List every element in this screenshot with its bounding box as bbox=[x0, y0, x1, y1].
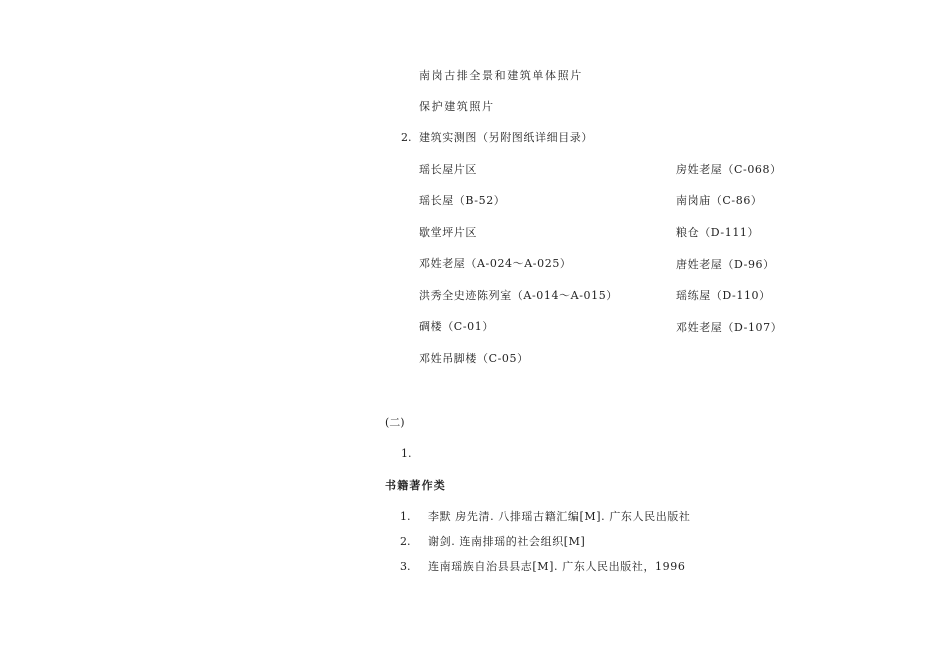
list-item: 唐姓老屋（D-96） bbox=[676, 258, 775, 271]
list-item: 邓姓吊脚楼（C-05） bbox=[419, 352, 529, 365]
section-title: (二) bbox=[385, 416, 405, 429]
list-item: 瑶长屋片区 bbox=[419, 163, 477, 176]
list-item: 房姓老屋（C-068） bbox=[676, 163, 782, 176]
list-item: 瑶练屋（D-110） bbox=[676, 289, 771, 302]
list-item: 瑶长屋（B-52） bbox=[419, 194, 506, 207]
list-item: 邓姓老屋（A-024～A-025） bbox=[419, 257, 572, 270]
book-entry: 李默 房先清. 八排瑶古籍汇编[M]. 广东人民出版社 bbox=[428, 510, 691, 523]
list-item: 粮仓（D-111） bbox=[676, 226, 760, 239]
photo-list-item-protected: 保护建筑照片 bbox=[419, 100, 495, 113]
drawings-heading: 建筑实测图（另附图纸详细目录） bbox=[419, 131, 593, 144]
list-item: 碉楼（C-01） bbox=[419, 320, 494, 333]
list-item: 洪秀全史迹陈列室（A-014～A-015） bbox=[419, 289, 618, 302]
list-item: 邓姓老屋（D-107） bbox=[676, 321, 783, 334]
photo-list-item-panorama: 南岗古排全景和建筑单体照片 bbox=[419, 69, 583, 82]
list-item: 歇堂坪片区 bbox=[419, 226, 477, 239]
book-entry: 谢剑. 连南排瑶的社会组织[M] bbox=[428, 535, 586, 548]
book-number: 2. bbox=[400, 535, 411, 548]
books-heading: 书籍著作类 bbox=[385, 479, 446, 492]
book-number: 3. bbox=[400, 560, 411, 573]
book-number: 1. bbox=[400, 510, 411, 523]
book-entry: 连南瑶族自治县县志[M]. 广东人民出版社，1996 bbox=[428, 560, 686, 573]
list-number: 1. bbox=[401, 447, 412, 460]
list-number: 2. bbox=[401, 131, 412, 144]
list-item: 南岗庙（C-86） bbox=[676, 194, 763, 207]
